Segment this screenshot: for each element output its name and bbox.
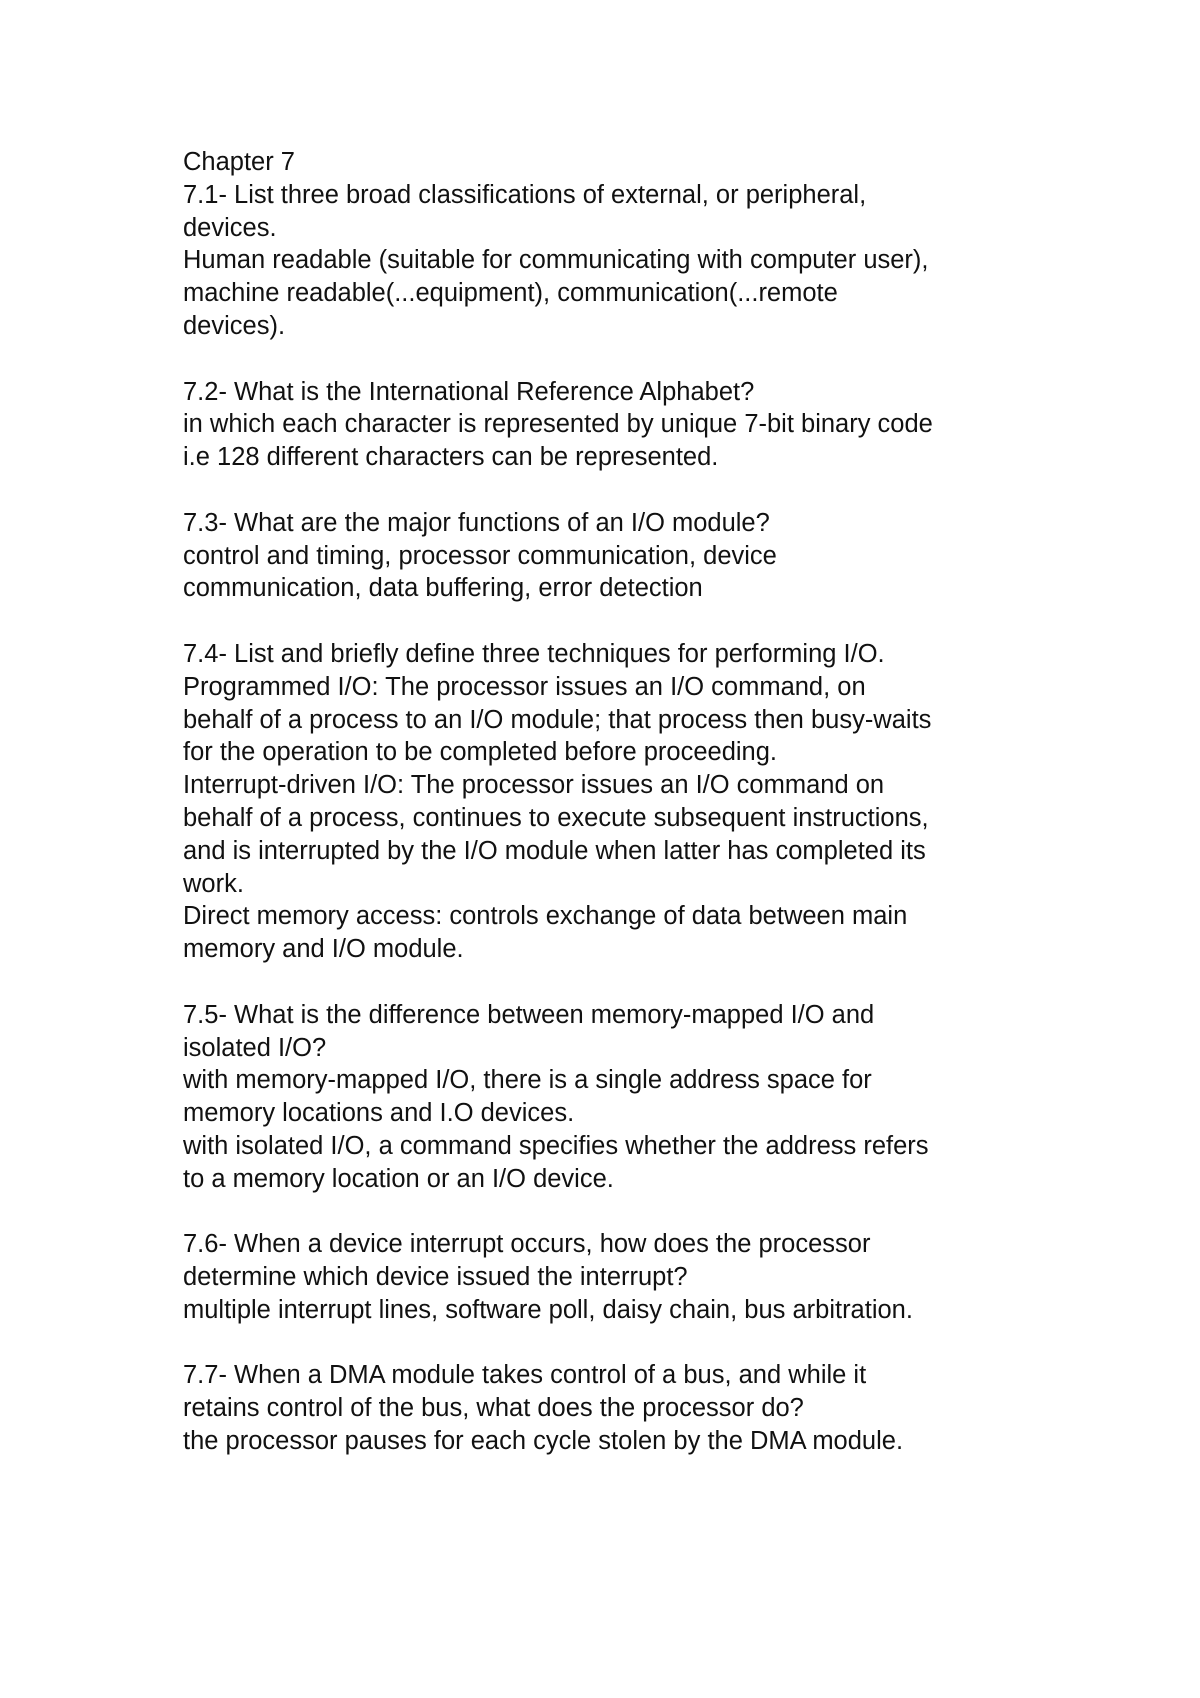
- answer-line: Human readable (suitable for communicating with computer user),: [183, 246, 929, 275]
- answer-line: to a memory location or an I/O device.: [183, 1164, 614, 1193]
- question-section: [183, 376, 1083, 474]
- answer-line: devices.: [183, 213, 277, 242]
- question-sections: [183, 179, 1083, 1458]
- answer-line: multiple interrupt lines, software poll, daisy chain, bus arbitration.: [183, 1295, 913, 1324]
- answer-line: for the operation to be completed before proceeding.: [183, 738, 777, 767]
- answer-line: with isolated I/O, a command specifies whether the address refers: [183, 1131, 929, 1160]
- answer-line: machine readable(...equipment), communication(...remote: [183, 279, 838, 308]
- question-line: 7.1- List three broad classifications of external, or peripheral,: [183, 180, 867, 209]
- answer-line: i.e 128 different characters can be represented.: [183, 443, 719, 472]
- answer-line: control and timing, processor communication, device: [183, 541, 777, 570]
- question-section: [183, 179, 1083, 343]
- answer-line: the processor pauses for each cycle stolen by the DMA module.: [183, 1427, 904, 1456]
- question-line: 7.3- What are the major functions of an I/O module?: [183, 508, 770, 537]
- answer-line: communication, data buffering, error detection: [183, 574, 703, 603]
- question-section: [183, 1359, 1083, 1457]
- answer-line: behalf of a process, continues to execute subsequent instructions,: [183, 803, 929, 832]
- document-body: [183, 146, 1083, 1458]
- question-section: [183, 507, 1083, 605]
- question-line: 7.7- When a DMA module takes control of a bus, and while it: [183, 1361, 867, 1390]
- answer-line: and is interrupted by the I/O module when latter has completed its: [183, 836, 926, 865]
- answer-line: memory locations and I.O devices.: [183, 1099, 575, 1128]
- answer-line: Programmed I/O: The processor issues an I/O command, on: [183, 672, 866, 701]
- chapter-title: Chapter 7: [183, 148, 295, 176]
- question-section: [183, 638, 1083, 966]
- answer-line: memory and I/O module.: [183, 935, 464, 964]
- answer-line: determine which device issued the interrupt?: [183, 1263, 688, 1292]
- answer-line: behalf of a process to an I/O module; that process then busy-waits: [183, 705, 932, 734]
- question-section: [183, 1228, 1083, 1326]
- answer-line: Interrupt-driven I/O: The processor issues an I/O command on: [183, 771, 885, 800]
- answer-line: isolated I/O?: [183, 1033, 327, 1062]
- question-line: 7.2- What is the International Reference Alphabet?: [183, 377, 755, 406]
- answer-line: with memory-mapped I/O, there is a single address space for: [183, 1066, 872, 1095]
- answer-line: work.: [183, 869, 244, 898]
- answer-line: retains control of the bus, what does the processor do?: [183, 1394, 804, 1423]
- answer-line: devices).: [183, 311, 286, 340]
- answer-line: in which each character is represented by unique 7-bit binary code: [183, 410, 933, 439]
- question-line: 7.5- What is the difference between memory-mapped I/O and: [183, 1000, 875, 1029]
- question-line: 7.4- List and briefly define three techniques for performing I/O.: [183, 639, 885, 668]
- question-section: [183, 999, 1083, 1196]
- answer-line: Direct memory access: controls exchange of data between main: [183, 902, 908, 931]
- question-line: 7.6- When a device interrupt occurs, how does the processor: [183, 1230, 871, 1259]
